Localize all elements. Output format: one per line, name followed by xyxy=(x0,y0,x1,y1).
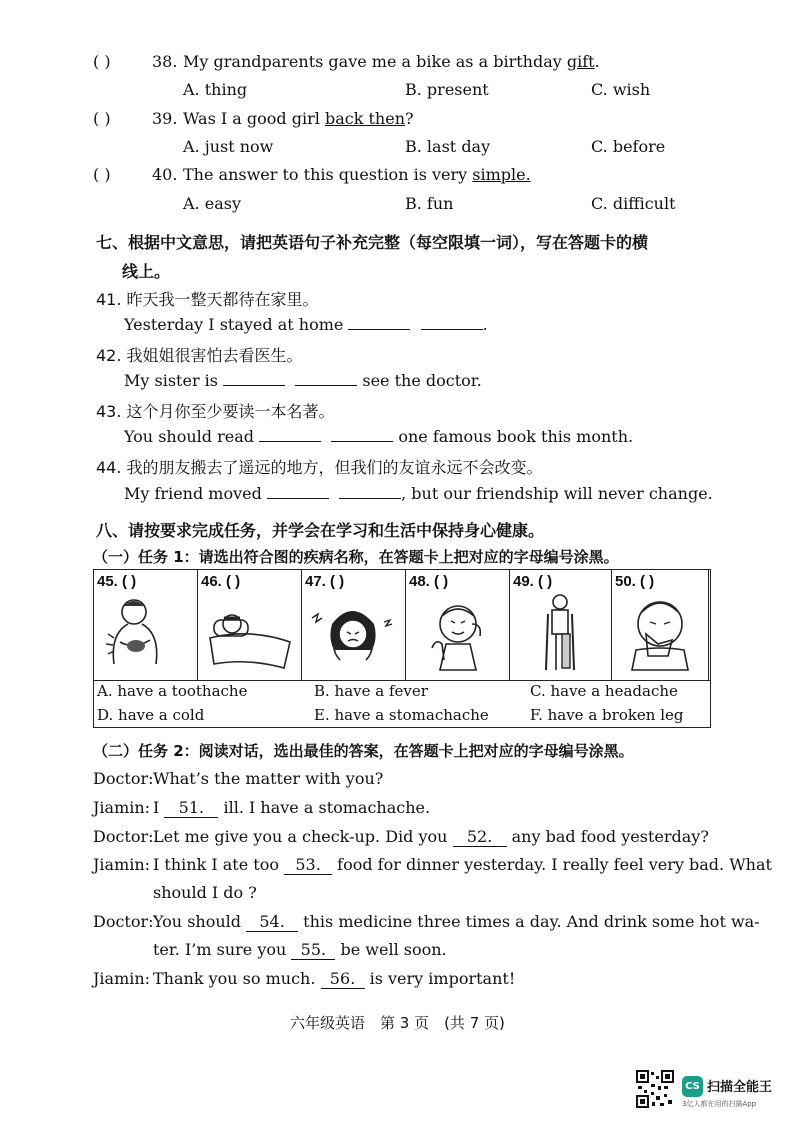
answer-paren[interactable]: ( ) xyxy=(93,165,111,184)
grid-divider xyxy=(94,680,710,681)
task-1-title: （一）任务 1：请选出符合图的疾病名称，在答题卡上把对应的字母编号涂黑。 xyxy=(93,548,619,566)
cell-label[interactable]: 46. ( ) xyxy=(201,573,241,590)
option-a[interactable]: A. have a toothache xyxy=(97,682,248,700)
option-a[interactable]: A. easy xyxy=(183,194,241,213)
dialogue-line: ter. I’m sure you 55. be well soon. xyxy=(153,940,447,959)
picture-grid xyxy=(93,569,711,728)
option-c[interactable]: C. have a headache xyxy=(530,682,678,700)
answer-blank[interactable]: 56. xyxy=(321,969,365,989)
fill-blank[interactable] xyxy=(267,484,329,499)
cs-logo-icon: CS xyxy=(682,1076,703,1097)
question-stem: My grandparents gave me a bike as a birthday gift. xyxy=(183,52,600,71)
picture-cell-48 xyxy=(406,570,510,680)
option-c[interactable]: C. before xyxy=(591,137,666,156)
fill-blank[interactable] xyxy=(339,484,401,499)
cell-label[interactable]: 47. ( ) xyxy=(305,573,345,590)
picture-cell-47 xyxy=(302,570,406,680)
item-41-cn: 41. 昨天我一整天都待在家里。 xyxy=(96,290,319,309)
option-b[interactable]: B. present xyxy=(405,80,489,99)
speaker: Doctor: xyxy=(93,769,154,788)
option-a[interactable]: A. thing xyxy=(183,80,248,99)
fill-blank[interactable] xyxy=(421,315,483,330)
toothache-icon xyxy=(410,594,504,676)
option-b[interactable]: B. last day xyxy=(405,137,491,156)
answer-blank[interactable]: 52. xyxy=(453,827,507,847)
item-42-cn: 42. 我姐姐很害怕去看医生。 xyxy=(96,346,303,365)
headache-icon xyxy=(306,594,400,676)
dialogue-line: should I do ? xyxy=(153,883,257,902)
question-number: 40. xyxy=(152,165,178,184)
dialogue-line: What’s the matter with you? xyxy=(153,769,384,788)
section-7-title-cont: 线上。 xyxy=(122,262,171,281)
cell-label[interactable]: 50. ( ) xyxy=(615,573,655,590)
answer-paren[interactable]: ( ) xyxy=(93,109,111,128)
cell-label[interactable]: 49. ( ) xyxy=(513,573,553,590)
item-44-cn: 44. 我的朋友搬去了遥远的地方，但我们的友谊永远不会改变。 xyxy=(96,458,543,477)
fill-blank[interactable] xyxy=(259,427,321,442)
option-b[interactable]: B. fun xyxy=(405,194,454,213)
speaker: Jiamin: xyxy=(93,855,151,874)
item-43-en: You should read one famous book this month. xyxy=(124,427,634,446)
item-41-en: Yesterday I stayed at home . xyxy=(124,315,488,334)
item-42-en: My sister is see the doctor. xyxy=(124,371,482,390)
page-footer: 六年级英语 第 3 页 (共 7 页) xyxy=(290,1014,505,1032)
option-d[interactable]: D. have a cold xyxy=(97,706,205,724)
fever-icon xyxy=(202,594,296,676)
answer-blank[interactable]: 51. xyxy=(164,798,218,818)
option-c[interactable]: C. wish xyxy=(591,80,651,99)
cell-label[interactable]: 48. ( ) xyxy=(409,573,449,590)
answer-blank[interactable]: 54. xyxy=(246,912,298,932)
fill-blank[interactable] xyxy=(331,427,393,442)
picture-cell-49 xyxy=(510,570,612,680)
question-number: 38. xyxy=(152,52,178,71)
scanner-app-name: 扫描全能王 xyxy=(707,1080,773,1095)
dialogue-line: I 51. ill. I have a stomachache. xyxy=(153,798,431,817)
cell-label[interactable]: 45. ( ) xyxy=(97,573,137,590)
picture-cell-46 xyxy=(198,570,302,680)
speaker: Jiamin: xyxy=(93,798,151,817)
qr-code-icon xyxy=(636,1070,674,1108)
fill-blank[interactable] xyxy=(348,315,410,330)
question-stem: Was I a good girl back then? xyxy=(183,109,414,128)
speaker: Doctor: xyxy=(93,827,154,846)
dialogue-line: Let me give you a check-up. Did you 52. any bad food yesterday? xyxy=(153,827,709,846)
section-7-title: 七、根据中文意思，请把英语句子补充完整（每空限填一词），写在答题卡的横 xyxy=(96,233,649,252)
answer-blank[interactable]: 55. xyxy=(291,940,335,960)
option-e[interactable]: E. have a stomachache xyxy=(314,706,489,724)
scanner-slogan: 3亿人都在用的扫描App xyxy=(682,1100,757,1108)
question-stem: The answer to this question is very simple. xyxy=(183,165,531,184)
dialogue-line: You should 54. this medicine three times a day. And drink some hot wa- xyxy=(153,912,760,931)
stomachache-icon xyxy=(98,594,192,676)
question-number: 39. xyxy=(152,109,178,128)
answer-paren[interactable]: ( ) xyxy=(93,52,111,71)
speaker: Doctor: xyxy=(93,912,154,931)
option-b[interactable]: B. have a fever xyxy=(314,682,428,700)
picture-cell-50 xyxy=(612,570,709,680)
item-44-en: My friend moved , but our friendship will never change. xyxy=(124,484,713,503)
picture-cell-45 xyxy=(94,570,198,680)
option-f[interactable]: F. have a broken leg xyxy=(530,706,684,724)
task-2-title: （二）任务 2：阅读对话，选出最佳的答案，在答题卡上把对应的字母编号涂黑。 xyxy=(93,742,634,760)
option-a[interactable]: A. just now xyxy=(183,137,274,156)
broken-leg-icon xyxy=(514,594,606,676)
fill-blank[interactable] xyxy=(295,371,357,386)
dialogue-line: I think I ate too 53. food for dinner yesterday. I really feel very bad. What xyxy=(153,855,772,874)
cold-icon xyxy=(616,594,704,676)
item-43-cn: 43. 这个月你至少要读一本名著。 xyxy=(96,402,335,421)
answer-blank[interactable]: 53. xyxy=(284,855,332,875)
dialogue-line: Thank you so much. 56. is very important! xyxy=(153,969,516,988)
option-c[interactable]: C. difficult xyxy=(591,194,676,213)
fill-blank[interactable] xyxy=(223,371,285,386)
speaker: Jiamin: xyxy=(93,969,151,988)
section-8-title: 八、请按要求完成任务，并学会在学习和生活中保持身心健康。 xyxy=(96,521,545,540)
